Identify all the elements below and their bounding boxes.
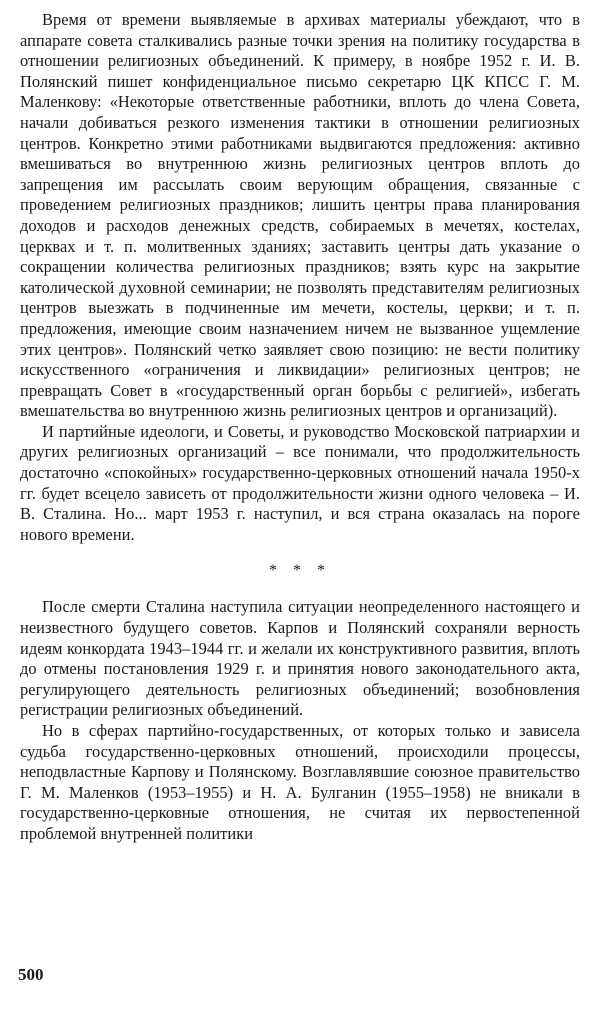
paragraph-stalin-era: И партийные идеологи, и Советы, и руководство Московской патриархии и других религиозных организаций – все понимали, что продолжительность достаточно «спокойных» государственно-церковных отношений начала 1950-х гг. будет всецело зависеть от продолжительности жизни одного человека – И. В. Сталина. Но... март 1953 г. наступил, и вся страна оказалась на пороге нового времени. xyxy=(20,421,580,544)
page-body xyxy=(20,10,580,845)
paragraph-archives: Время от времени выявляемые в архивах материалы убеждают, что в аппарате совета сталкивались разные точки зрения на политику государства в отношении религиозных объединений. К примеру, в ноябре 1952 г. И. В. Полянский пишет конфиденциальное письмо секретарю ЦК КПСС Г. М. Маленкову: «Некоторые ответственные работники, вплоть до члена Совета, начали добиваться резкого изменения тактики в отношении религиозных центров. Конкретно этими работниками выдвигаются предложения: активно вмешиваться во внутреннюю жизнь религиозных центров вплоть до запрещения им рассылать своим верующим обращения, связанные с проведением религиозных праздников; лишить центры права планирования доходов и расходов денежных средств, собираемых в мечетях, костелах, церквах и т. п. молитвенных зданиях; заставить центры дать указание о сокращении количества религиозных праздников; взять курс на закрытие католической духовной семинарии; не позволять представителям религиозных центров выезжать в подчиненные им мечети, костелы, церкви; и т. п. предложения, имеющие своим назначением ничем не вызванное ущемление этих центров». Полянский четко заявляет свою позицию: не вести политику искусственного «ограничения и ликвидации» религиозных центров; не превращать Совет в «государственный орган борьбы с религией», избегать вмешательства во внутреннюю жизнь религиозных центров и организаций). xyxy=(20,10,580,421)
page-number: 500 xyxy=(18,965,44,984)
section-separator: * * * xyxy=(269,562,331,580)
paragraph-party-spheres: Но в сферах партийно-государственных, от которых только и зависела судьба государственно-церковных отношений, происходили процессы, неподвластные Карпову и Полянскому. Возглавлявшие союзное правительство Г. М. Маленков (1953–1955) и Н. А. Булганин (1955–1958) не вникали в государственно-церковные отношения, не считая их первостепенной проблемой внутренней политики xyxy=(20,721,580,843)
paragraph-after-stalin: После смерти Сталина наступила ситуации неопределенного настоящего и неизвестного будущего советов. Карпов и Полянский сохраняли верность идеям конкордата 1943–1944 гг. и желали их конструктивного развития, вплоть до отмены постановления 1929 г. и принятия нового законодательного акта, регулирующего деятельность религиозных объединений; возобновления регистрации религиозных объединений. xyxy=(20,597,580,720)
